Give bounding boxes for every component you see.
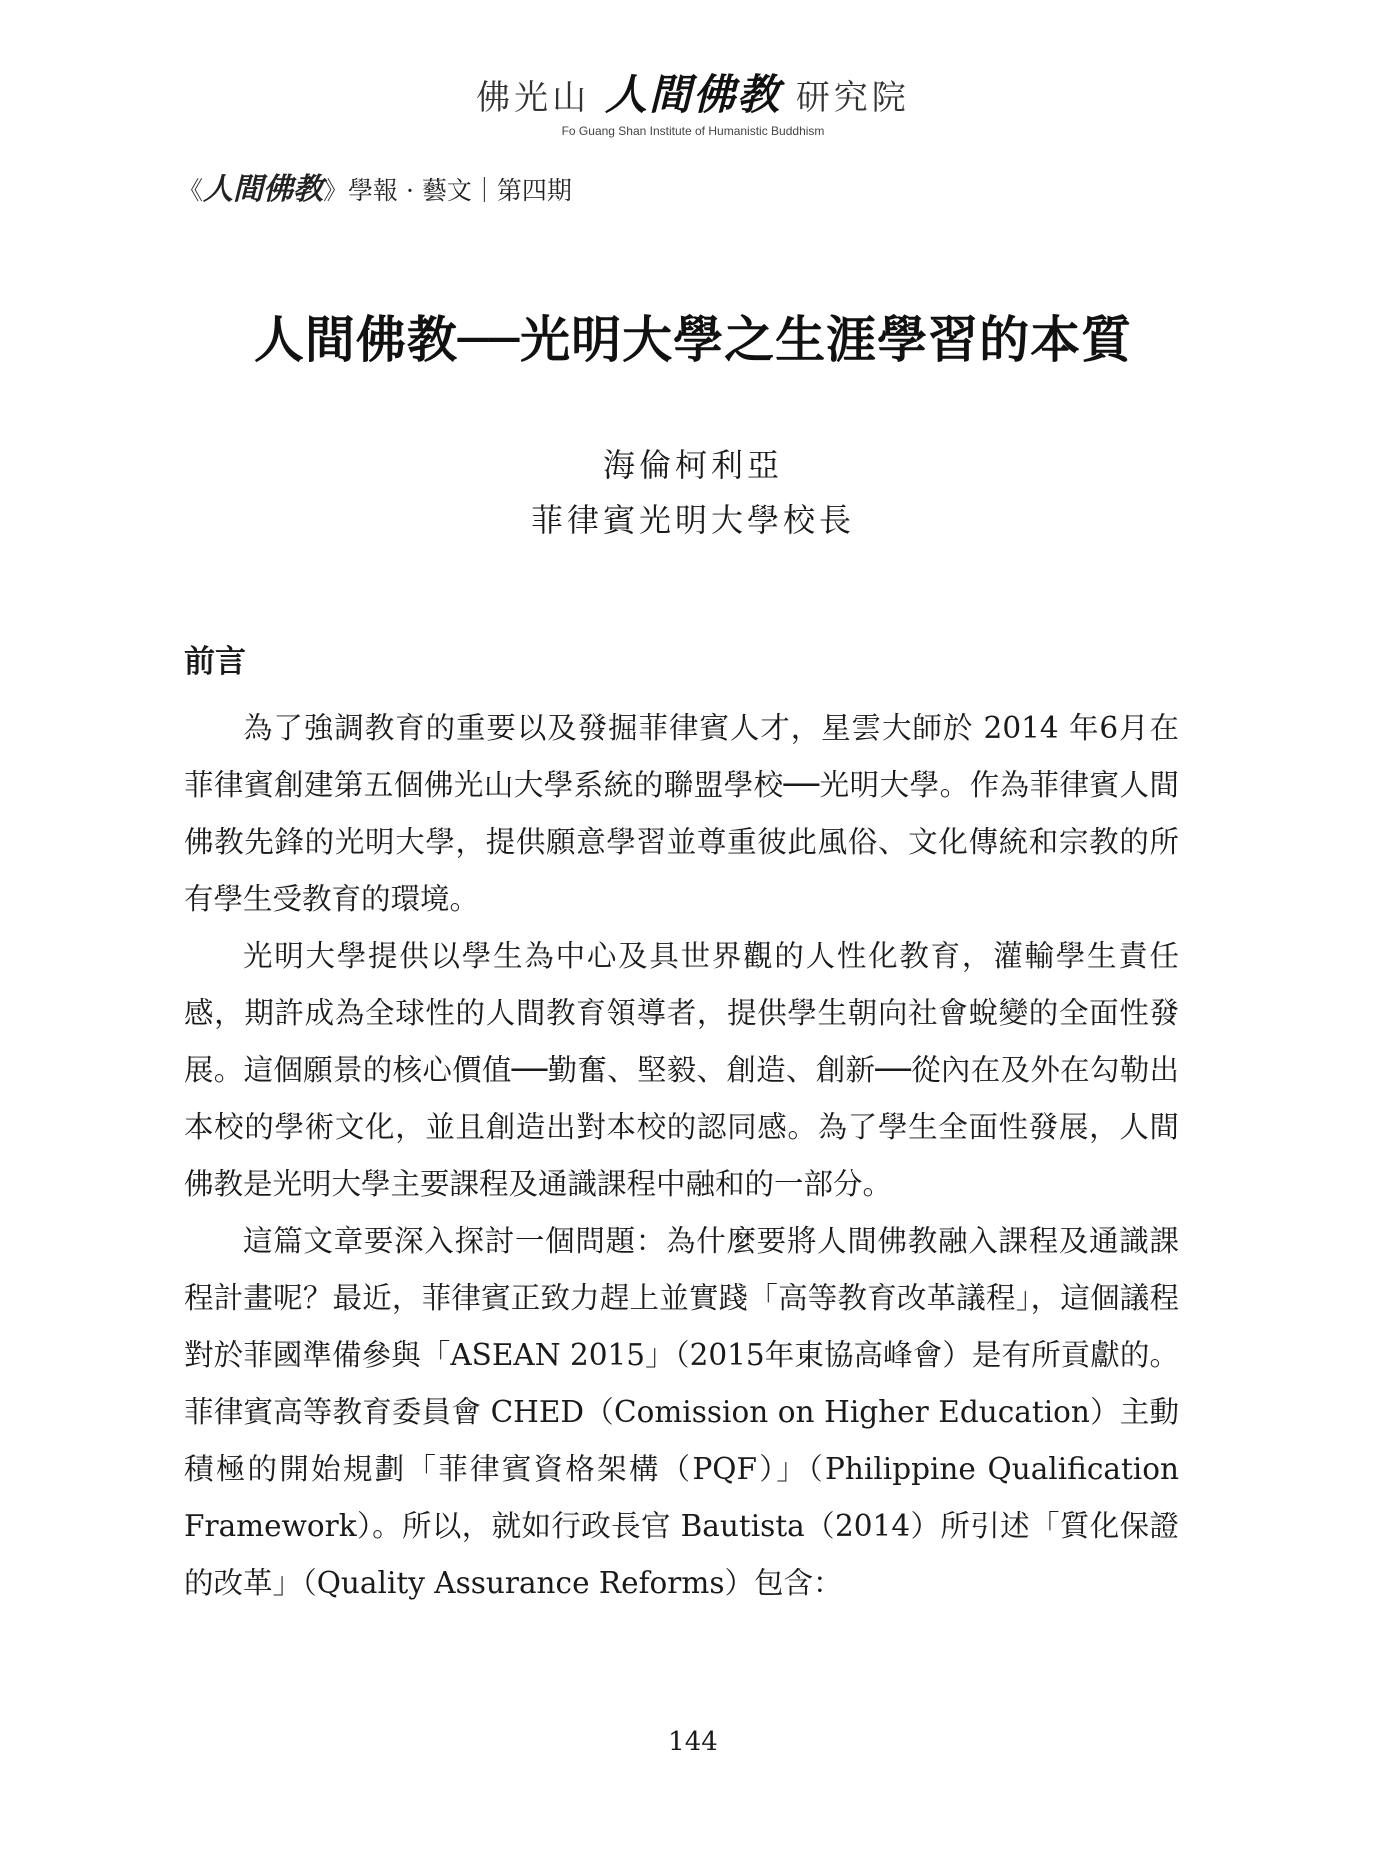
paragraph: 這篇文章要深入探討一個問題：為什麼要將人間佛教融入課程及通識課程計畫呢？最近，菲律賓正致力趕上並實踐「高等教育改革議程」，這個議程對於菲國準備參與「ASEAN 2015」（2015年東協高峰會）是有所貢獻的。菲律賓高等教育委員會 CHED（Comission on Higher Education）主動積極的開始規劃「菲律賓資格架構（PQF）」（Philippine Qualification Framework）。所以，就如行政長官 Bautista（2014）所引述「質化保證的改革」（Quality Assurance Reforms）包含： <box>184 1224 1179 1600</box>
article-author: 海倫柯利亞 <box>602 446 783 484</box>
paragraph: 為了強調教育的重要以及發掘菲律賓人才，星雲大師於 2014 年6月在菲律賓創建第五個佛光山大學系統的聯盟學校──光明大學。作為菲律賓人間佛教先鋒的光明大學，提供願意學習並尊重彼此風俗、文化傳統和宗教的所有學生受教育的環境。 <box>184 711 1179 916</box>
page-number: 144 <box>668 1727 718 1757</box>
institute-name <box>0 62 1386 122</box>
section-heading: 前言 <box>184 644 246 680</box>
institute-header <box>0 62 1386 138</box>
institute-english-name: Fo Guang Shan Institute of Humanistic Buddhism <box>561 124 825 138</box>
journal-calligraphy: 人間佛教 <box>203 172 324 207</box>
journal-open-bracket: 《 <box>178 176 204 205</box>
institute-calligraphy-logo: 人間佛教 <box>604 70 781 119</box>
institute-prefix: 佛光山 <box>476 78 591 118</box>
paragraph: 光明大學提供以學生為中心及具世界觀的人性化教育，灌輸學生責任感，期許成為全球性的人間教育領導者，提供學生朝向社會蛻變的全面性發展。這個願景的核心價值──勤奮、堅毅、創造、創新──從內在及外在勾勒出本校的學術文化，並且創造出對本校的認同感。為了學生全面性發展，人間佛教是光明大學主要課程及通識課程中融和的一部分。 <box>184 939 1179 1201</box>
article-body <box>184 700 1179 1612</box>
article-title: 人間佛教──光明大學之生涯學習的本質 <box>253 310 1133 369</box>
journal-issue: 》學報 · 藝文｜第四期 <box>323 176 572 205</box>
institute-suffix: 研究院 <box>795 78 910 118</box>
journal-running-head <box>178 164 572 208</box>
article-affiliation: 菲律賓光明大學校長 <box>530 501 855 539</box>
